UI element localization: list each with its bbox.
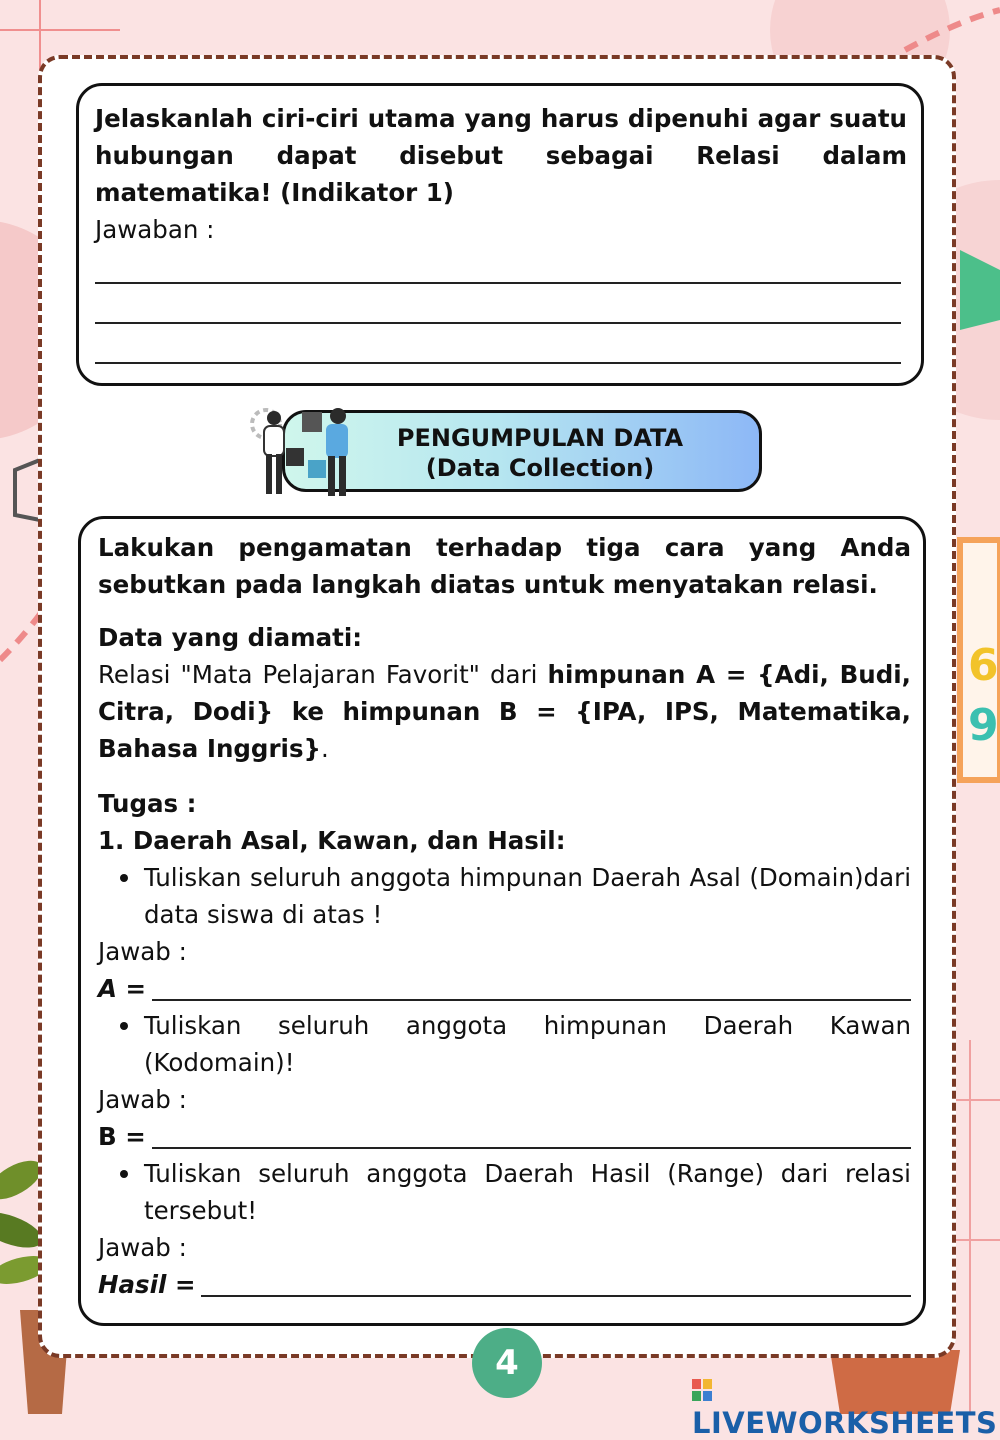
domain-answer-label: Jawab : — [98, 937, 187, 966]
liveworksheets-icon — [692, 1379, 712, 1401]
domain-answer-row — [98, 970, 911, 1007]
range-answer-label: Jawab : — [98, 1233, 187, 1262]
codomain-answer-field[interactable] — [152, 1147, 911, 1149]
range-answer-field[interactable] — [201, 1295, 911, 1297]
page-number: 4 — [472, 1328, 542, 1398]
task-bullet-codomain-text: Tuliskan seluruh anggota himpunan Daerah Kawan (Kodomain)! — [144, 1011, 911, 1077]
task-bullet-range — [98, 1155, 911, 1229]
question-1-answer-label: Jawaban : — [95, 215, 215, 244]
answer-line-1[interactable] — [95, 244, 901, 284]
observed-data-text — [98, 656, 911, 767]
question-2-box — [78, 516, 926, 1326]
svg-text:6: 6 — [968, 640, 999, 691]
task-1-heading: 1. Daerah Asal, Kawan, dan Hasil: — [98, 826, 566, 855]
codomain-answer-label: Jawab : — [98, 1085, 187, 1114]
domain-answer-field[interactable] — [152, 999, 911, 1001]
banner-title: PENGUMPULAN DATA — [396, 424, 684, 452]
observed-data-end: . — [320, 734, 329, 763]
observed-data-heading: Data yang diamati: — [98, 623, 363, 652]
answer-line-3[interactable] — [95, 324, 901, 364]
range-answer-row — [98, 1266, 911, 1303]
liveworksheets-logo — [692, 1372, 1000, 1440]
task-bullet-codomain — [98, 1007, 911, 1081]
people-puzzle-illustration — [250, 402, 362, 502]
question-2-intro: Lakukan pengamatan terhadap tiga cara yang Anda sebutkan pada langkah diatas untuk menyatakan relasi. — [98, 533, 911, 599]
question-1-prompt: Jelaskanlah ciri-ciri utama yang harus dipenuhi agar suatu hubungan dapat disebut sebagai Relasi dalam matematika! (Indikator 1) — [95, 104, 907, 207]
svg-text:9: 9 — [968, 700, 999, 751]
observed-data-sets: himpunan A = {Adi, Budi, Citra, Dodi} ke himpunan B = {IPA, IPS, Matematika, Bahasa Inggris} — [98, 660, 911, 763]
banner-subtitle: (Data Collection) — [425, 454, 655, 482]
answer-line-2[interactable] — [95, 284, 901, 324]
codomain-field-label: B = — [98, 1122, 146, 1151]
observed-data-plain: Relasi "Mata Pelajaran Favorit" dari — [98, 660, 548, 689]
brand-name: LIVEWORKSHEETS — [692, 1406, 998, 1440]
domain-field-label: A = — [98, 974, 147, 1003]
codomain-answer-row — [98, 1118, 911, 1155]
question-1-box — [76, 83, 924, 386]
task-bullet-domain-text: Tuliskan seluruh anggota himpunan Daerah Asal (Domain)dari data siswa di atas ! — [144, 863, 911, 929]
range-field-label: Hasil = — [98, 1270, 196, 1299]
task-bullet-range-text: Tuliskan seluruh anggota Daerah Hasil (Range) dari relasi tersebut! — [144, 1159, 911, 1225]
task-bullet-domain — [98, 859, 911, 933]
task-heading: Tugas : — [98, 789, 197, 818]
